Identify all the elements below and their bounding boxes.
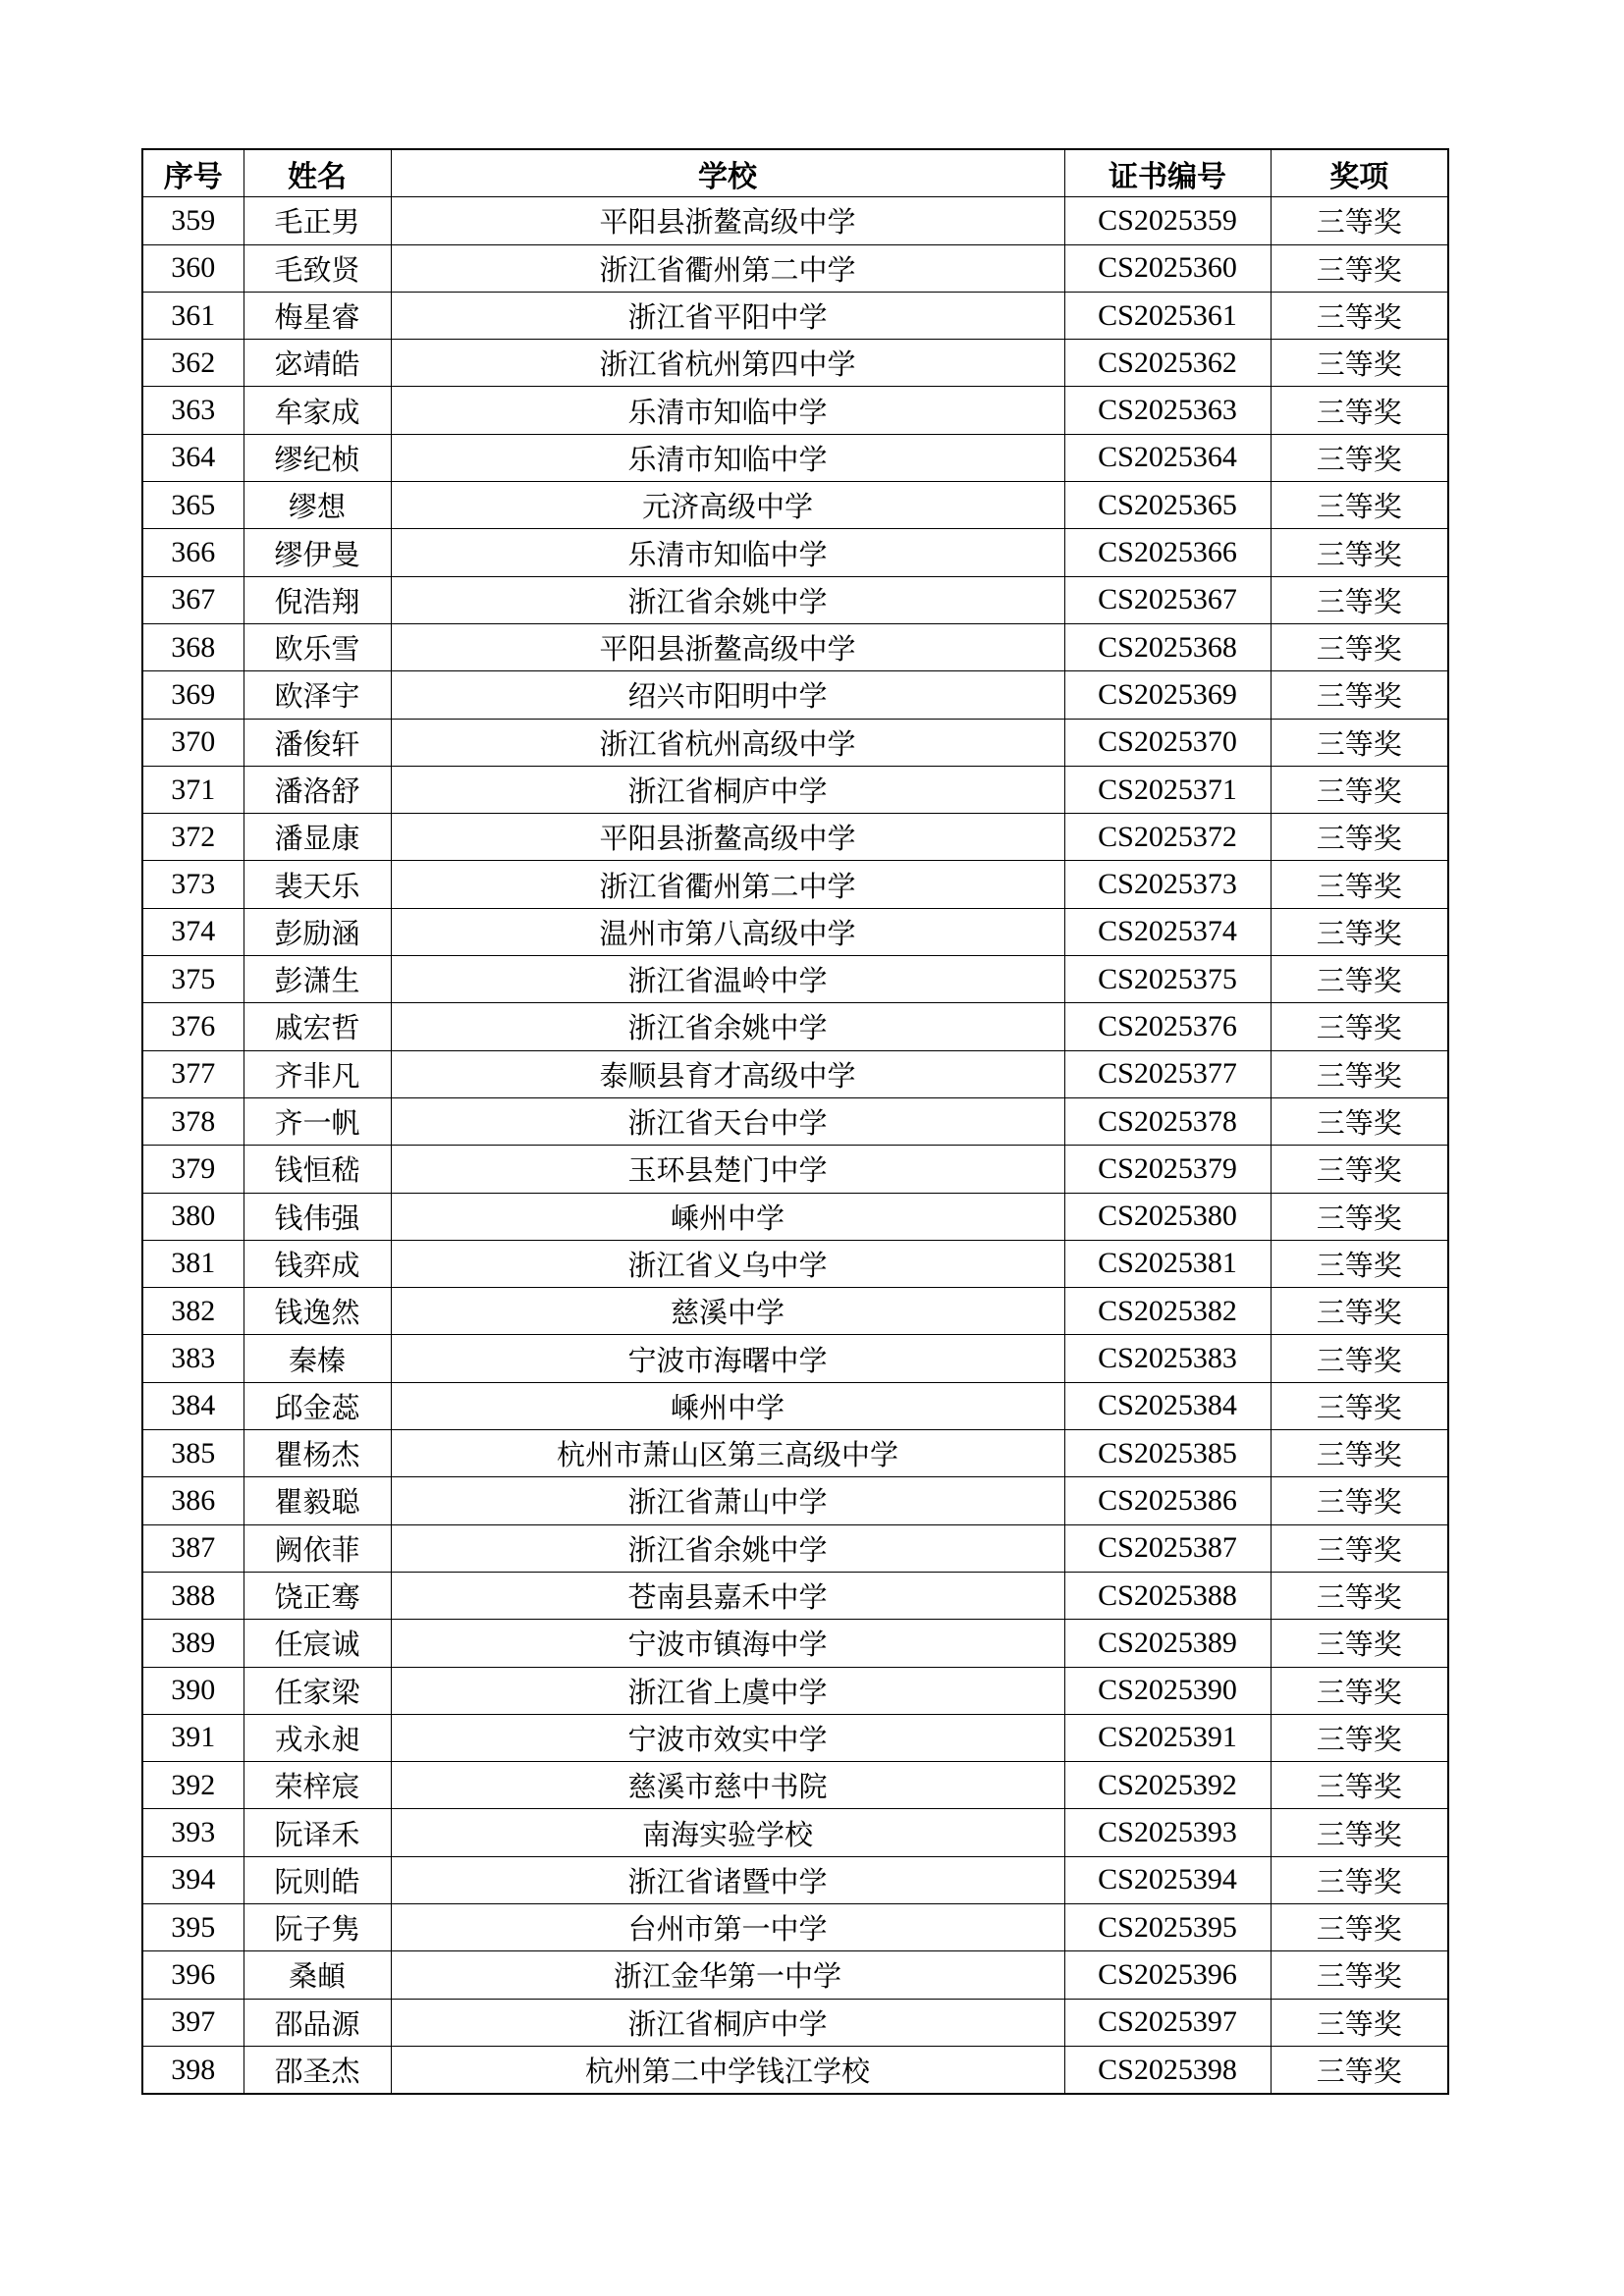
cell-serial: 366	[142, 529, 244, 576]
cell-name: 宓靖皓	[244, 340, 391, 387]
cell-name: 任家梁	[244, 1667, 391, 1714]
cell-certificate: CS2025397	[1064, 1999, 1271, 2046]
cell-certificate: CS2025364	[1064, 434, 1271, 481]
cell-award: 三等奖	[1271, 814, 1448, 861]
cell-school: 慈溪市慈中书院	[391, 1762, 1064, 1809]
cell-award: 三等奖	[1271, 197, 1448, 244]
cell-school: 玉环县楚门中学	[391, 1146, 1064, 1193]
cell-name: 齐非凡	[244, 1050, 391, 1097]
cell-school: 杭州市萧山区第三高级中学	[391, 1430, 1064, 1477]
cell-serial: 390	[142, 1667, 244, 1714]
cell-certificate: CS2025359	[1064, 197, 1271, 244]
cell-certificate: CS2025394	[1064, 1856, 1271, 1903]
table-row	[142, 1050, 1448, 1097]
cell-name: 潘俊轩	[244, 719, 391, 766]
cell-certificate: CS2025367	[1064, 576, 1271, 623]
cell-serial: 361	[142, 292, 244, 339]
cell-name: 缪伊曼	[244, 529, 391, 576]
table-row	[142, 1524, 1448, 1572]
cell-award: 三等奖	[1271, 434, 1448, 481]
table-row	[142, 1572, 1448, 1619]
cell-certificate: CS2025369	[1064, 671, 1271, 719]
table-header	[142, 149, 1448, 197]
cell-award: 三等奖	[1271, 1903, 1448, 1950]
cell-serial: 397	[142, 1999, 244, 2046]
table-row	[142, 1335, 1448, 1382]
cell-serial: 370	[142, 719, 244, 766]
cell-serial: 371	[142, 766, 244, 813]
cell-award: 三等奖	[1271, 766, 1448, 813]
cell-award: 三等奖	[1271, 1382, 1448, 1429]
cell-certificate: CS2025395	[1064, 1903, 1271, 1950]
cell-serial: 363	[142, 387, 244, 434]
cell-certificate: CS2025368	[1064, 623, 1271, 670]
cell-name: 缪纪桢	[244, 434, 391, 481]
table-row	[142, 197, 1448, 244]
cell-name: 钱恒嵇	[244, 1146, 391, 1193]
cell-name: 彭潇生	[244, 956, 391, 1003]
table-row	[142, 340, 1448, 387]
cell-name: 任宸诚	[244, 1620, 391, 1667]
cell-school: 浙江省衢州第二中学	[391, 244, 1064, 292]
cell-serial: 384	[142, 1382, 244, 1429]
cell-school: 浙江省杭州高级中学	[391, 719, 1064, 766]
table-row	[142, 671, 1448, 719]
cell-school: 元济高级中学	[391, 482, 1064, 529]
cell-school: 浙江省余姚中学	[391, 1003, 1064, 1050]
cell-award: 三等奖	[1271, 244, 1448, 292]
cell-certificate: CS2025382	[1064, 1288, 1271, 1335]
cell-certificate: CS2025389	[1064, 1620, 1271, 1667]
cell-name: 倪浩翔	[244, 576, 391, 623]
cell-certificate: CS2025385	[1064, 1430, 1271, 1477]
cell-school: 浙江省上虞中学	[391, 1667, 1064, 1714]
cell-award: 三等奖	[1271, 671, 1448, 719]
cell-school: 嵊州中学	[391, 1382, 1064, 1429]
table-row	[142, 576, 1448, 623]
cell-certificate: CS2025383	[1064, 1335, 1271, 1382]
column-header-school: 学校	[391, 149, 1064, 197]
cell-name: 钱伟强	[244, 1193, 391, 1240]
column-header-serial: 序号	[142, 149, 244, 197]
cell-serial: 398	[142, 2046, 244, 2094]
cell-award: 三等奖	[1271, 1999, 1448, 2046]
cell-award: 三等奖	[1271, 340, 1448, 387]
cell-name: 瞿毅聪	[244, 1477, 391, 1524]
cell-award: 三等奖	[1271, 1524, 1448, 1572]
cell-serial: 359	[142, 197, 244, 244]
cell-certificate: CS2025393	[1064, 1809, 1271, 1856]
cell-certificate: CS2025360	[1064, 244, 1271, 292]
cell-serial: 396	[142, 1951, 244, 1999]
cell-serial: 374	[142, 908, 244, 955]
cell-name: 荣梓宸	[244, 1762, 391, 1809]
cell-school: 浙江省天台中学	[391, 1097, 1064, 1145]
cell-certificate: CS2025388	[1064, 1572, 1271, 1619]
cell-award: 三等奖	[1271, 1762, 1448, 1809]
cell-name: 毛正男	[244, 197, 391, 244]
cell-award: 三等奖	[1271, 1097, 1448, 1145]
cell-name: 邵品源	[244, 1999, 391, 2046]
cell-certificate: CS2025390	[1064, 1667, 1271, 1714]
cell-school: 宁波市镇海中学	[391, 1620, 1064, 1667]
table-row	[142, 1951, 1448, 1999]
table-row	[142, 861, 1448, 908]
cell-school: 浙江省桐庐中学	[391, 766, 1064, 813]
awards-table	[141, 148, 1449, 2095]
cell-award: 三等奖	[1271, 529, 1448, 576]
cell-school: 浙江金华第一中学	[391, 1951, 1064, 1999]
cell-serial: 391	[142, 1714, 244, 1761]
table-row	[142, 482, 1448, 529]
table-row	[142, 434, 1448, 481]
cell-name: 钱弈成	[244, 1240, 391, 1287]
cell-award: 三等奖	[1271, 1856, 1448, 1903]
cell-award: 三等奖	[1271, 1477, 1448, 1524]
table-row	[142, 1193, 1448, 1240]
column-header-name: 姓名	[244, 149, 391, 197]
cell-award: 三等奖	[1271, 1620, 1448, 1667]
cell-award: 三等奖	[1271, 292, 1448, 339]
cell-school: 浙江省义乌中学	[391, 1240, 1064, 1287]
cell-certificate: CS2025392	[1064, 1762, 1271, 1809]
cell-school: 南海实验学校	[391, 1809, 1064, 1856]
cell-school: 慈溪中学	[391, 1288, 1064, 1335]
cell-certificate: CS2025379	[1064, 1146, 1271, 1193]
cell-school: 浙江省平阳中学	[391, 292, 1064, 339]
table-row	[142, 1714, 1448, 1761]
cell-school: 平阳县浙鳌高级中学	[391, 814, 1064, 861]
table-body	[142, 197, 1448, 2094]
table-row	[142, 1667, 1448, 1714]
cell-certificate: CS2025371	[1064, 766, 1271, 813]
cell-certificate: CS2025363	[1064, 387, 1271, 434]
cell-school: 宁波市海曙中学	[391, 1335, 1064, 1382]
cell-name: 裴天乐	[244, 861, 391, 908]
table-row	[142, 719, 1448, 766]
cell-serial: 372	[142, 814, 244, 861]
table-row	[142, 766, 1448, 813]
cell-award: 三等奖	[1271, 1667, 1448, 1714]
cell-serial: 377	[142, 1050, 244, 1097]
header-row	[142, 149, 1448, 197]
cell-certificate: CS2025376	[1064, 1003, 1271, 1050]
cell-school: 温州市第八高级中学	[391, 908, 1064, 955]
cell-award: 三等奖	[1271, 387, 1448, 434]
cell-award: 三等奖	[1271, 1193, 1448, 1240]
table-row	[142, 1620, 1448, 1667]
cell-serial: 387	[142, 1524, 244, 1572]
cell-serial: 383	[142, 1335, 244, 1382]
cell-award: 三等奖	[1271, 719, 1448, 766]
cell-school: 浙江省余姚中学	[391, 1524, 1064, 1572]
cell-certificate: CS2025375	[1064, 956, 1271, 1003]
cell-name: 饶正骞	[244, 1572, 391, 1619]
cell-school: 杭州第二中学钱江学校	[391, 2046, 1064, 2094]
cell-certificate: CS2025362	[1064, 340, 1271, 387]
cell-award: 三等奖	[1271, 576, 1448, 623]
cell-award: 三等奖	[1271, 1335, 1448, 1382]
cell-serial: 368	[142, 623, 244, 670]
cell-name: 邱金蕊	[244, 1382, 391, 1429]
cell-award: 三等奖	[1271, 1288, 1448, 1335]
cell-school: 浙江省衢州第二中学	[391, 861, 1064, 908]
cell-school: 乐清市知临中学	[391, 387, 1064, 434]
cell-certificate: CS2025373	[1064, 861, 1271, 908]
cell-certificate: CS2025398	[1064, 2046, 1271, 2094]
cell-serial: 392	[142, 1762, 244, 1809]
column-header-certificate: 证书编号	[1064, 149, 1271, 197]
table-row	[142, 244, 1448, 292]
cell-certificate: CS2025366	[1064, 529, 1271, 576]
table-row	[142, 956, 1448, 1003]
cell-name: 邵圣杰	[244, 2046, 391, 2094]
cell-name: 阙依菲	[244, 1524, 391, 1572]
cell-name: 潘洛舒	[244, 766, 391, 813]
cell-serial: 388	[142, 1572, 244, 1619]
table-row	[142, 529, 1448, 576]
cell-award: 三等奖	[1271, 2046, 1448, 2094]
cell-certificate: CS2025378	[1064, 1097, 1271, 1145]
cell-serial: 378	[142, 1097, 244, 1145]
cell-school: 宁波市效实中学	[391, 1714, 1064, 1761]
cell-serial: 369	[142, 671, 244, 719]
cell-name: 阮子隽	[244, 1903, 391, 1950]
cell-name: 牟家成	[244, 387, 391, 434]
cell-school: 台州市第一中学	[391, 1903, 1064, 1950]
table-row	[142, 1146, 1448, 1193]
cell-award: 三等奖	[1271, 1050, 1448, 1097]
cell-award: 三等奖	[1271, 956, 1448, 1003]
cell-certificate: CS2025396	[1064, 1951, 1271, 1999]
cell-school: 泰顺县育才高级中学	[391, 1050, 1064, 1097]
cell-name: 缪想	[244, 482, 391, 529]
cell-award: 三等奖	[1271, 482, 1448, 529]
cell-school: 平阳县浙鳌高级中学	[391, 623, 1064, 670]
cell-school: 苍南县嘉禾中学	[391, 1572, 1064, 1619]
cell-name: 齐一帆	[244, 1097, 391, 1145]
table-row	[142, 814, 1448, 861]
cell-school: 浙江省温岭中学	[391, 956, 1064, 1003]
cell-award: 三等奖	[1271, 1809, 1448, 1856]
cell-school: 浙江省诸暨中学	[391, 1856, 1064, 1903]
table-row	[142, 908, 1448, 955]
cell-serial: 373	[142, 861, 244, 908]
cell-serial: 367	[142, 576, 244, 623]
cell-name: 欧乐雪	[244, 623, 391, 670]
cell-school: 浙江省萧山中学	[391, 1477, 1064, 1524]
cell-serial: 389	[142, 1620, 244, 1667]
cell-school: 平阳县浙鳌高级中学	[391, 197, 1064, 244]
cell-serial: 379	[142, 1146, 244, 1193]
cell-serial: 385	[142, 1430, 244, 1477]
cell-serial: 395	[142, 1903, 244, 1950]
table-row	[142, 387, 1448, 434]
table-row	[142, 1477, 1448, 1524]
cell-name: 瞿杨杰	[244, 1430, 391, 1477]
cell-award: 三等奖	[1271, 1572, 1448, 1619]
cell-serial: 393	[142, 1809, 244, 1856]
cell-school: 浙江省杭州第四中学	[391, 340, 1064, 387]
cell-award: 三等奖	[1271, 908, 1448, 955]
cell-award: 三等奖	[1271, 1430, 1448, 1477]
cell-name: 毛致贤	[244, 244, 391, 292]
cell-serial: 375	[142, 956, 244, 1003]
cell-serial: 386	[142, 1477, 244, 1524]
cell-certificate: CS2025374	[1064, 908, 1271, 955]
table-row	[142, 623, 1448, 670]
cell-school: 乐清市知临中学	[391, 529, 1064, 576]
cell-school: 浙江省桐庐中学	[391, 1999, 1064, 2046]
cell-award: 三等奖	[1271, 623, 1448, 670]
cell-school: 绍兴市阳明中学	[391, 671, 1064, 719]
cell-name: 戚宏哲	[244, 1003, 391, 1050]
cell-serial: 362	[142, 340, 244, 387]
cell-serial: 376	[142, 1003, 244, 1050]
cell-serial: 381	[142, 1240, 244, 1287]
cell-certificate: CS2025387	[1064, 1524, 1271, 1572]
table-row	[142, 1856, 1448, 1903]
cell-school: 乐清市知临中学	[391, 434, 1064, 481]
cell-certificate: CS2025361	[1064, 292, 1271, 339]
table-row	[142, 1240, 1448, 1287]
cell-serial: 394	[142, 1856, 244, 1903]
cell-certificate: CS2025372	[1064, 814, 1271, 861]
cell-serial: 360	[142, 244, 244, 292]
cell-serial: 380	[142, 1193, 244, 1240]
cell-award: 三等奖	[1271, 1240, 1448, 1287]
table-row	[142, 1288, 1448, 1335]
table-row	[142, 1430, 1448, 1477]
cell-name: 阮译禾	[244, 1809, 391, 1856]
cell-name: 梅星睿	[244, 292, 391, 339]
cell-school: 嵊州中学	[391, 1193, 1064, 1240]
table-row	[142, 1382, 1448, 1429]
cell-certificate: CS2025377	[1064, 1050, 1271, 1097]
cell-name: 桑頔	[244, 1951, 391, 1999]
cell-name: 戎永昶	[244, 1714, 391, 1761]
table-row	[142, 1097, 1448, 1145]
cell-name: 秦榛	[244, 1335, 391, 1382]
cell-name: 潘显康	[244, 814, 391, 861]
table-row	[142, 1903, 1448, 1950]
table-row	[142, 1762, 1448, 1809]
table-row	[142, 1003, 1448, 1050]
cell-serial: 364	[142, 434, 244, 481]
cell-award: 三等奖	[1271, 1146, 1448, 1193]
cell-award: 三等奖	[1271, 1003, 1448, 1050]
table-row	[142, 1999, 1448, 2046]
cell-award: 三等奖	[1271, 1714, 1448, 1761]
column-header-award: 奖项	[1271, 149, 1448, 197]
cell-serial: 365	[142, 482, 244, 529]
table-row	[142, 1809, 1448, 1856]
cell-certificate: CS2025380	[1064, 1193, 1271, 1240]
cell-award: 三等奖	[1271, 861, 1448, 908]
cell-award: 三等奖	[1271, 1951, 1448, 1999]
table-row	[142, 2046, 1448, 2094]
cell-certificate: CS2025384	[1064, 1382, 1271, 1429]
cell-school: 浙江省余姚中学	[391, 576, 1064, 623]
cell-certificate: CS2025386	[1064, 1477, 1271, 1524]
cell-certificate: CS2025381	[1064, 1240, 1271, 1287]
cell-serial: 382	[142, 1288, 244, 1335]
cell-name: 彭励涵	[244, 908, 391, 955]
cell-certificate: CS2025370	[1064, 719, 1271, 766]
cell-name: 钱逸然	[244, 1288, 391, 1335]
cell-certificate: CS2025391	[1064, 1714, 1271, 1761]
cell-name: 欧泽宇	[244, 671, 391, 719]
cell-name: 阮则皓	[244, 1856, 391, 1903]
table-row	[142, 292, 1448, 339]
cell-certificate: CS2025365	[1064, 482, 1271, 529]
